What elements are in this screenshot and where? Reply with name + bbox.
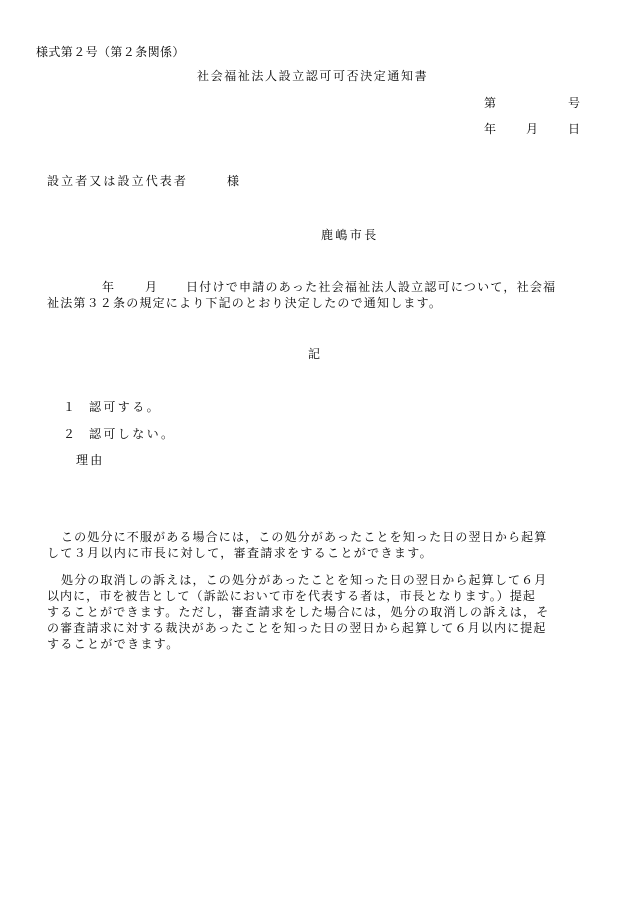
notice2-line1: 処分の取消しの訴えは，この処分があったことを知った日の翌日から起算して６月 bbox=[61, 573, 548, 587]
addressee-honorific: 様 bbox=[227, 174, 240, 188]
item-1-text: 認可する。 bbox=[89, 400, 162, 414]
notice2-line2: 以内に，市を被告として（訴訟において市を代表する者は，市長となります。）提起 bbox=[47, 589, 536, 603]
notice2-line4: の審査請求に対する裁決があったことを知った日の翌日から起算して６月以内に提起 bbox=[47, 621, 547, 635]
body-line2-text: 祉法第３２条の規定により下記のとおり決定したので通知します。 bbox=[47, 296, 443, 310]
date-year: 年 bbox=[484, 122, 497, 136]
ki-heading: 記 bbox=[308, 347, 321, 361]
document-title: 社会福祉法人設立認可可否決定通知書 bbox=[197, 69, 429, 83]
body-month: 月 bbox=[145, 280, 158, 294]
notice1-line2: して３月以内に市長に対して，審査請求をすることができます。 bbox=[47, 546, 433, 560]
form-label: 様式第２号（第２条関係） bbox=[36, 45, 185, 59]
notice1-line1: この処分に不服がある場合には，この処分があったことを知った日の翌日から起算 bbox=[61, 530, 548, 544]
item-2-number: ２ bbox=[63, 427, 76, 441]
addressee-label: 設立者又は設立代表者 bbox=[47, 174, 189, 188]
reason-label: 理由 bbox=[76, 453, 105, 467]
body-line1-text: 日付けで申請のあった社会福祉法人設立認可について，社会福 bbox=[186, 280, 557, 294]
body-year: 年 bbox=[102, 280, 115, 294]
doc-number-go: 号 bbox=[568, 96, 581, 110]
notice2-line3: することができます。ただし，審査請求をした場合には，処分の取消しの訴えは，そ bbox=[47, 605, 550, 619]
issuer-name: 鹿嶋市長 bbox=[321, 228, 379, 242]
date-day: 日 bbox=[568, 122, 581, 136]
item-1-number: １ bbox=[63, 400, 76, 414]
doc-number-dai: 第 bbox=[484, 96, 497, 110]
date-month: 月 bbox=[526, 122, 539, 136]
notice2-line5: することができます。 bbox=[47, 637, 180, 651]
item-2-text: 認可しない。 bbox=[89, 427, 176, 441]
